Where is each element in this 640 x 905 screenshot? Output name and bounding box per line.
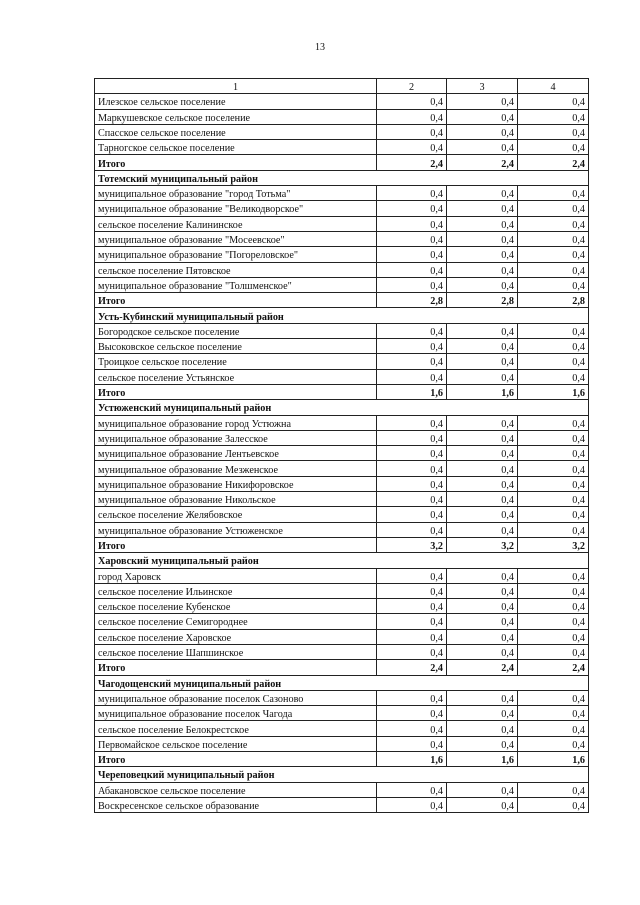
value-cell-col-2: 0,4 <box>377 339 447 354</box>
value-cell-col-4: 0,4 <box>518 369 589 384</box>
table-row <box>95 247 589 262</box>
value-cell-col-4: 0,4 <box>518 599 589 614</box>
value-cell-col-2: 2,4 <box>377 660 447 675</box>
table-row <box>95 690 589 705</box>
table-row <box>95 231 589 246</box>
table-row <box>95 323 589 338</box>
table-row <box>95 599 589 614</box>
value-cell-col-2: 0,4 <box>377 599 447 614</box>
value-cell-col-2: 0,4 <box>377 231 447 246</box>
value-cell-col-4: 0,4 <box>518 231 589 246</box>
table-row <box>95 262 589 277</box>
value-cell-col-2: 0,4 <box>377 721 447 736</box>
table-row <box>95 430 589 445</box>
value-cell-col-2: 0,4 <box>377 736 447 751</box>
value-cell-col-2: 0,4 <box>377 369 447 384</box>
table-row <box>95 568 589 583</box>
value-cell-col-3: 2,4 <box>447 660 518 675</box>
value-cell-col-3: 0,4 <box>447 568 518 583</box>
settlement-name: город Харовск <box>95 568 377 583</box>
section-row <box>95 675 589 690</box>
value-cell-col-2: 0,4 <box>377 216 447 231</box>
value-cell-col-2: 1,6 <box>377 384 447 399</box>
value-cell-col-4: 0,4 <box>518 782 589 797</box>
value-cell-col-3: 2,4 <box>447 155 518 170</box>
settlement-name: муниципальное образование "Погореловское" <box>95 247 377 262</box>
value-cell-col-4: 0,4 <box>518 124 589 139</box>
settlement-name: Абакановское сельское поселение <box>95 782 377 797</box>
value-cell-col-3: 1,6 <box>447 752 518 767</box>
value-cell-col-2: 2,4 <box>377 155 447 170</box>
section-title: Череповецкий муниципальный район <box>95 767 589 782</box>
value-cell-col-4: 0,4 <box>518 339 589 354</box>
value-cell-col-2: 0,4 <box>377 614 447 629</box>
table-row <box>95 721 589 736</box>
value-cell-col-2: 0,4 <box>377 140 447 155</box>
value-cell-col-2: 0,4 <box>377 629 447 644</box>
value-cell-col-3: 0,4 <box>447 599 518 614</box>
settlement-name: Высоковское сельское поселение <box>95 339 377 354</box>
value-cell-col-3: 0,4 <box>447 201 518 216</box>
value-cell-col-3: 0,4 <box>447 277 518 292</box>
table-row <box>95 369 589 384</box>
settlement-name: муниципальное образование Залесское <box>95 430 377 445</box>
value-cell-col-4: 0,4 <box>518 461 589 476</box>
value-cell-col-3: 0,4 <box>447 216 518 231</box>
header-row <box>95 79 589 94</box>
value-cell-col-4: 0,4 <box>518 797 589 812</box>
total-label: Итого <box>95 155 377 170</box>
value-cell-col-4: 0,4 <box>518 583 589 598</box>
value-cell-col-4: 0,4 <box>518 507 589 522</box>
settlement-name: муниципальное образование Лентьевское <box>95 446 377 461</box>
value-cell-col-4: 0,4 <box>518 247 589 262</box>
table-row <box>95 216 589 231</box>
value-cell-col-2: 0,4 <box>377 644 447 659</box>
settlement-name: муниципальное образование поселок Чагода <box>95 706 377 721</box>
settlement-name: муниципальное образование город Устюжна <box>95 415 377 430</box>
value-cell-col-3: 0,4 <box>447 629 518 644</box>
value-cell-col-2: 0,4 <box>377 568 447 583</box>
value-cell-col-2: 0,4 <box>377 201 447 216</box>
value-cell-col-4: 0,4 <box>518 430 589 445</box>
value-cell-col-3: 0,4 <box>447 415 518 430</box>
total-row <box>95 293 589 308</box>
value-cell-col-4: 0,4 <box>518 736 589 751</box>
value-cell-col-4: 2,4 <box>518 155 589 170</box>
header-cell-1: 1 <box>95 79 377 94</box>
value-cell-col-2: 3,2 <box>377 537 447 552</box>
value-cell-col-2: 0,4 <box>377 522 447 537</box>
value-cell-col-3: 0,4 <box>447 339 518 354</box>
value-cell-col-2: 0,4 <box>377 782 447 797</box>
settlement-name: Тарногское сельское поселение <box>95 140 377 155</box>
settlement-name: сельское поселение Шапшинское <box>95 644 377 659</box>
total-label: Итого <box>95 660 377 675</box>
value-cell-col-3: 0,4 <box>447 262 518 277</box>
value-cell-col-3: 0,4 <box>447 186 518 201</box>
value-cell-col-4: 0,4 <box>518 323 589 338</box>
section-row <box>95 553 589 568</box>
section-row <box>95 170 589 185</box>
value-cell-col-4: 0,4 <box>518 277 589 292</box>
settlement-name: муниципальное образование "Великодворское" <box>95 201 377 216</box>
value-cell-col-3: 0,4 <box>447 522 518 537</box>
value-cell-col-4: 0,4 <box>518 568 589 583</box>
value-cell-col-2: 0,4 <box>377 109 447 124</box>
total-row <box>95 537 589 552</box>
table-body <box>95 94 589 813</box>
value-cell-col-3: 1,6 <box>447 384 518 399</box>
total-row <box>95 384 589 399</box>
table-row <box>95 186 589 201</box>
value-cell-col-3: 0,4 <box>447 109 518 124</box>
total-row <box>95 660 589 675</box>
value-cell-col-3: 0,4 <box>447 782 518 797</box>
value-cell-col-2: 0,4 <box>377 690 447 705</box>
value-cell-col-2: 0,4 <box>377 461 447 476</box>
settlement-name: сельское поселение Харовское <box>95 629 377 644</box>
table-row <box>95 94 589 109</box>
value-cell-col-3: 0,4 <box>447 323 518 338</box>
settlement-name: сельское поселение Калининское <box>95 216 377 231</box>
settlement-name: Маркушевское сельское поселение <box>95 109 377 124</box>
value-cell-col-3: 0,4 <box>447 614 518 629</box>
value-cell-col-2: 0,4 <box>377 262 447 277</box>
header-cell-4: 4 <box>518 79 589 94</box>
value-cell-col-4: 0,4 <box>518 522 589 537</box>
value-cell-col-4: 0,4 <box>518 201 589 216</box>
value-cell-col-2: 0,4 <box>377 507 447 522</box>
table-row <box>95 492 589 507</box>
value-cell-col-3: 0,4 <box>447 797 518 812</box>
settlement-name: Первомайское сельское поселение <box>95 736 377 751</box>
value-cell-col-3: 0,4 <box>447 354 518 369</box>
value-cell-col-2: 0,4 <box>377 476 447 491</box>
value-cell-col-3: 3,2 <box>447 537 518 552</box>
value-cell-col-3: 0,4 <box>447 721 518 736</box>
table-row <box>95 706 589 721</box>
table-row <box>95 614 589 629</box>
value-cell-col-4: 0,4 <box>518 262 589 277</box>
value-cell-col-3: 0,4 <box>447 94 518 109</box>
value-cell-col-4: 2,4 <box>518 660 589 675</box>
table-row <box>95 124 589 139</box>
value-cell-col-3: 0,4 <box>447 736 518 751</box>
table-row <box>95 201 589 216</box>
value-cell-col-4: 0,4 <box>518 140 589 155</box>
table-row <box>95 644 589 659</box>
settlement-name: сельское поселение Белокрестское <box>95 721 377 736</box>
value-cell-col-4: 0,4 <box>518 415 589 430</box>
value-cell-col-3: 0,4 <box>447 507 518 522</box>
value-cell-col-3: 0,4 <box>447 140 518 155</box>
value-cell-col-2: 0,4 <box>377 415 447 430</box>
table-row <box>95 140 589 155</box>
value-cell-col-3: 0,4 <box>447 461 518 476</box>
settlement-name: Троицкое сельское поселение <box>95 354 377 369</box>
value-cell-col-2: 1,6 <box>377 752 447 767</box>
settlement-name: Спасское сельское поселение <box>95 124 377 139</box>
settlement-name: сельское поселение Пятовское <box>95 262 377 277</box>
value-cell-col-4: 2,8 <box>518 293 589 308</box>
value-cell-col-2: 0,4 <box>377 583 447 598</box>
settlement-name: Богородское сельское поселение <box>95 323 377 338</box>
value-cell-col-3: 0,4 <box>447 492 518 507</box>
table-row <box>95 583 589 598</box>
value-cell-col-2: 0,4 <box>377 797 447 812</box>
total-row <box>95 155 589 170</box>
table-row <box>95 782 589 797</box>
value-cell-col-4: 0,4 <box>518 492 589 507</box>
total-label: Итого <box>95 752 377 767</box>
section-row <box>95 767 589 782</box>
total-label: Итого <box>95 537 377 552</box>
value-cell-col-3: 0,4 <box>447 247 518 262</box>
value-cell-col-4: 0,4 <box>518 644 589 659</box>
value-cell-col-4: 0,4 <box>518 690 589 705</box>
settlement-name: муниципальное образование "город Тотьма" <box>95 186 377 201</box>
value-cell-col-2: 0,4 <box>377 124 447 139</box>
table-row <box>95 736 589 751</box>
value-cell-col-4: 0,4 <box>518 614 589 629</box>
table-row <box>95 507 589 522</box>
section-title: Чагодощенский муниципальный район <box>95 675 589 690</box>
value-cell-col-3: 0,4 <box>447 583 518 598</box>
total-label: Итого <box>95 384 377 399</box>
value-cell-col-2: 0,4 <box>377 492 447 507</box>
value-cell-col-4: 0,4 <box>518 629 589 644</box>
header-cell-2: 2 <box>377 79 447 94</box>
data-table <box>94 78 589 813</box>
settlement-name: Воскресенское сельское образование <box>95 797 377 812</box>
value-cell-col-4: 3,2 <box>518 537 589 552</box>
value-cell-col-3: 0,4 <box>447 124 518 139</box>
page-number: 13 <box>315 42 325 53</box>
value-cell-col-3: 0,4 <box>447 446 518 461</box>
value-cell-col-2: 0,4 <box>377 430 447 445</box>
settlement-name: сельское поселение Семигороднее <box>95 614 377 629</box>
header-cell-3: 3 <box>447 79 518 94</box>
value-cell-col-2: 0,4 <box>377 277 447 292</box>
table-row <box>95 109 589 124</box>
section-row <box>95 400 589 415</box>
settlement-name: муниципальное образование поселок Сазоново <box>95 690 377 705</box>
table-row <box>95 339 589 354</box>
value-cell-col-3: 0,4 <box>447 231 518 246</box>
value-cell-col-3: 0,4 <box>447 690 518 705</box>
value-cell-col-4: 0,4 <box>518 109 589 124</box>
value-cell-col-4: 0,4 <box>518 476 589 491</box>
settlement-name: сельское поселение Кубенское <box>95 599 377 614</box>
value-cell-col-4: 0,4 <box>518 216 589 231</box>
value-cell-col-2: 0,4 <box>377 706 447 721</box>
value-cell-col-2: 2,8 <box>377 293 447 308</box>
table-row <box>95 629 589 644</box>
value-cell-col-4: 0,4 <box>518 446 589 461</box>
table-row <box>95 354 589 369</box>
settlement-name: сельское поселение Устьянское <box>95 369 377 384</box>
total-label: Итого <box>95 293 377 308</box>
value-cell-col-3: 0,4 <box>447 706 518 721</box>
table-row <box>95 415 589 430</box>
value-cell-col-4: 0,4 <box>518 706 589 721</box>
value-cell-col-3: 0,4 <box>447 369 518 384</box>
value-cell-col-3: 0,4 <box>447 430 518 445</box>
settlement-name: муниципальное образование Никольское <box>95 492 377 507</box>
table-row <box>95 522 589 537</box>
section-title: Устюженский муниципальный район <box>95 400 589 415</box>
value-cell-col-2: 0,4 <box>377 446 447 461</box>
value-cell-col-4: 1,6 <box>518 752 589 767</box>
section-title: Харовский муниципальный район <box>95 553 589 568</box>
total-row <box>95 752 589 767</box>
value-cell-col-2: 0,4 <box>377 94 447 109</box>
value-cell-col-4: 0,4 <box>518 721 589 736</box>
settlement-name: муниципальное образование "Толшменское" <box>95 277 377 292</box>
value-cell-col-2: 0,4 <box>377 186 447 201</box>
table-row <box>95 446 589 461</box>
settlement-name: муниципальное образование Никифоровское <box>95 476 377 491</box>
settlement-name: Илезское сельское поселение <box>95 94 377 109</box>
table-row <box>95 461 589 476</box>
value-cell-col-4: 0,4 <box>518 186 589 201</box>
value-cell-col-4: 0,4 <box>518 94 589 109</box>
value-cell-col-2: 0,4 <box>377 247 447 262</box>
value-cell-col-2: 0,4 <box>377 323 447 338</box>
table-row <box>95 476 589 491</box>
section-title: Тотемский муниципальный район <box>95 170 589 185</box>
table-row <box>95 797 589 812</box>
section-row <box>95 308 589 323</box>
settlement-name: сельское поселение Ильинское <box>95 583 377 598</box>
table-row <box>95 277 589 292</box>
value-cell-col-3: 0,4 <box>447 476 518 491</box>
settlement-name: муниципальное образование Мезженское <box>95 461 377 476</box>
settlement-name: сельское поселение Желябовское <box>95 507 377 522</box>
value-cell-col-3: 0,4 <box>447 644 518 659</box>
settlement-name: муниципальное образование Устюженское <box>95 522 377 537</box>
value-cell-col-4: 1,6 <box>518 384 589 399</box>
value-cell-col-3: 2,8 <box>447 293 518 308</box>
value-cell-col-2: 0,4 <box>377 354 447 369</box>
section-title: Усть-Кубинский муниципальный район <box>95 308 589 323</box>
value-cell-col-4: 0,4 <box>518 354 589 369</box>
settlement-name: муниципальное образование "Мосеевское" <box>95 231 377 246</box>
